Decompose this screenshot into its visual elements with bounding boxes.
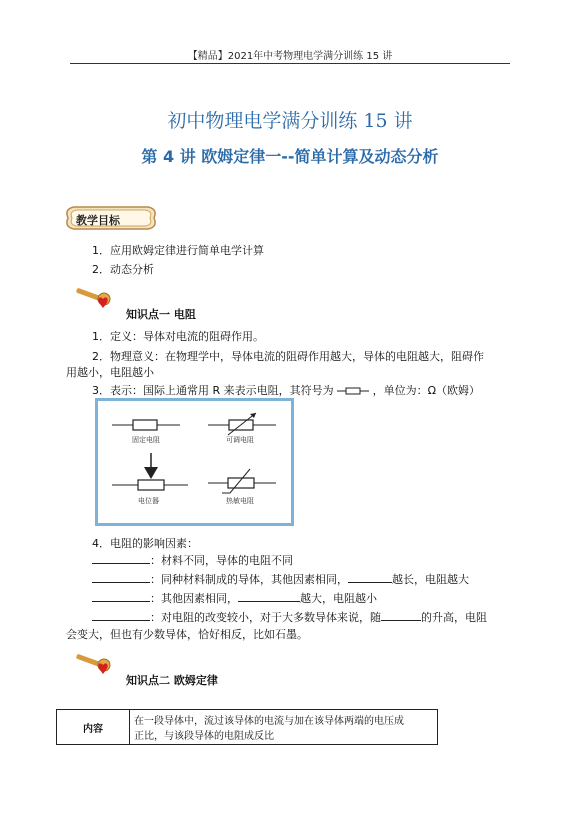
resistor-diagrams xyxy=(98,401,291,523)
objective-item: 1．应用欧姆定律进行简单电学计算 xyxy=(92,244,264,257)
kp1-title: 知识点一 电阻 xyxy=(126,308,196,321)
factor-text: 越长，电阻越大 xyxy=(392,573,469,586)
ohms-law-table xyxy=(56,709,438,745)
fixed-resistor-symbol xyxy=(112,420,180,430)
factor-area xyxy=(92,590,377,606)
factor-text: 的升高，电阻 xyxy=(421,611,487,624)
factor-text: ：对电阻的改变较小，对于大多数导体来说，随 xyxy=(150,611,381,624)
kp1-definition: 1．定义：导体对电流的阻碍作用。 xyxy=(92,330,264,343)
factor-material xyxy=(92,552,293,568)
fill-blank[interactable] xyxy=(92,610,150,621)
fill-blank[interactable] xyxy=(381,610,421,621)
header-divider xyxy=(70,63,510,64)
table-label-cell: 内容 xyxy=(57,710,130,745)
figure-label-thermistor: 热敏电阻 xyxy=(226,497,254,505)
document-title: 初中物理电学满分训练 15 讲 xyxy=(167,110,413,132)
table-row xyxy=(57,710,438,745)
fill-blank[interactable] xyxy=(92,572,150,583)
factor-text: ：材料不同，导体的电阻不同 xyxy=(150,554,293,567)
kp1-unit-text: ，单位为：Ω（欧姆） xyxy=(372,384,481,397)
thermistor-symbol xyxy=(208,469,276,493)
table-content-line: 正比，与该段导体的电阻成反比 xyxy=(134,731,274,742)
fill-blank[interactable] xyxy=(92,553,150,564)
kp1-meaning: 2．物理意义：在物理学中，导体电流的阻碍作用越大，导体的电阻越大，阻碍作 xyxy=(92,350,484,363)
figure-label-variable: 可调电阻 xyxy=(226,436,254,444)
kp1-representation-text: 3．表示：国际上通常用 R 来表示电阻，其符号为 xyxy=(92,384,334,397)
kp1-representation xyxy=(92,382,480,398)
page-header: 【精品】2021年中考物理电学满分训练 15 讲 xyxy=(187,51,393,62)
table-content-line: 在一段导体中，流过该导体的电流与加在该导体两端的电压成 xyxy=(134,716,404,727)
factor-temperature xyxy=(92,609,487,625)
objective-item: 2．动态分析 xyxy=(92,263,154,276)
variable-resistor-symbol xyxy=(208,413,276,435)
key-heart-icon xyxy=(70,649,118,679)
resistor-symbol-icon xyxy=(337,386,369,396)
kp1-factors-heading: 4．电阻的影响因素： xyxy=(92,537,198,550)
figure-label-fixed: 固定电阻 xyxy=(132,436,160,444)
key-heart-icon xyxy=(70,283,118,313)
objectives-badge-label: 教学目标 xyxy=(76,214,120,227)
resistor-types-figure xyxy=(95,398,294,526)
potentiometer-symbol xyxy=(112,453,188,490)
factor-text: ：其他因素相同， xyxy=(150,592,238,605)
factor-text: ：同种材料制成的导体，其他因素相同， xyxy=(150,573,348,586)
fill-blank[interactable] xyxy=(348,572,392,583)
factor-text: 越大，电阻越小 xyxy=(300,592,377,605)
factor-length xyxy=(92,571,469,587)
kp1-meaning-cont: 用越小，电阻越小 xyxy=(66,366,154,379)
factor-temperature-cont: 会变大，但也有少数导体，恰好相反，比如石墨。 xyxy=(66,628,308,641)
fill-blank[interactable] xyxy=(238,591,300,602)
fill-blank[interactable] xyxy=(92,591,150,602)
figure-label-potentiometer: 电位器 xyxy=(138,497,159,505)
kp2-title: 知识点二 欧姆定律 xyxy=(126,674,218,687)
table-content-cell xyxy=(130,710,438,745)
lesson-title: 第 4 讲 欧姆定律一--简单计算及动态分析 xyxy=(141,147,439,166)
